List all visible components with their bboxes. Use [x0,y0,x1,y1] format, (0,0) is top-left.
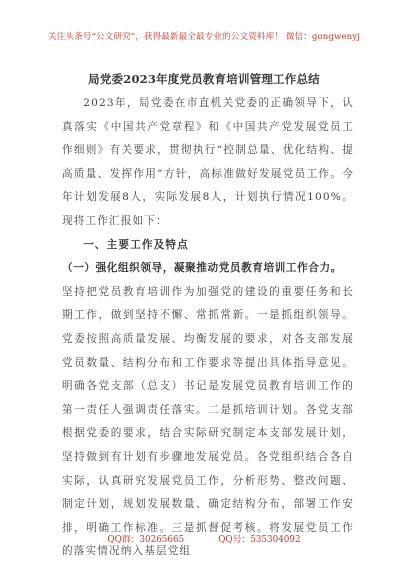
qq-group-text: QQ群：30265665 [107,535,185,545]
footer-contact [0,532,408,545]
section-heading: 一、主要工作及特点 [83,238,189,251]
subsection-heading: （一）强化组织领导，凝聚推动党员教育培训工作合力。 [62,262,342,275]
document-title: 局党委2023年度党员教育培训管理工作总结 [88,72,320,86]
subsection-body: 坚持把党员教育培训作为加强党的建设的重要任务和长期工作，做到坚持不懈、常抓常新。一是抓组织领导。党委按照高质量发展、均衡发展的要求，对各支部发展党员数量、结构分布和工作要求等提出具体指导意见。明确各党支部（总支）书记是发展党员教育培训工作的第一责任人强调责任落实。二是抓培训计划。各党支部根据党委的要求，结合实际研究制定本支部发展计划，坚持做到有计划有步骤地发展党员。各党组织结合各自实际，认真研究发展党员工作，分析形势、整改问题、制定计划，规划发展数量、确定结构分布，部署工作安排，明确工作标准。三是抓督促考核。将发展党员工作的落实情况纳入基层党组 [62,285,354,558]
intro-paragraph: 2023年，局党委在市直机关党委的正确领导下，认真落实《中国共产党章程》和《中国共产党发展党员工作细则》有关要求，贯彻执行“控制总量、优化结构、提高质量、发挥作用”方针，高标准做好发展党员工作。今年计划发展8人，实际发展8人，计划执行情况100%。现将工作汇报如下： [62,97,354,227]
header-banner: 关注头条号“公文研究”，获得最新最全最专业的公文资料库！ 微信：gongwenyj [47,32,361,42]
document-body [62,92,354,564]
qq-number-text: QQ号：535304092 [218,535,301,545]
